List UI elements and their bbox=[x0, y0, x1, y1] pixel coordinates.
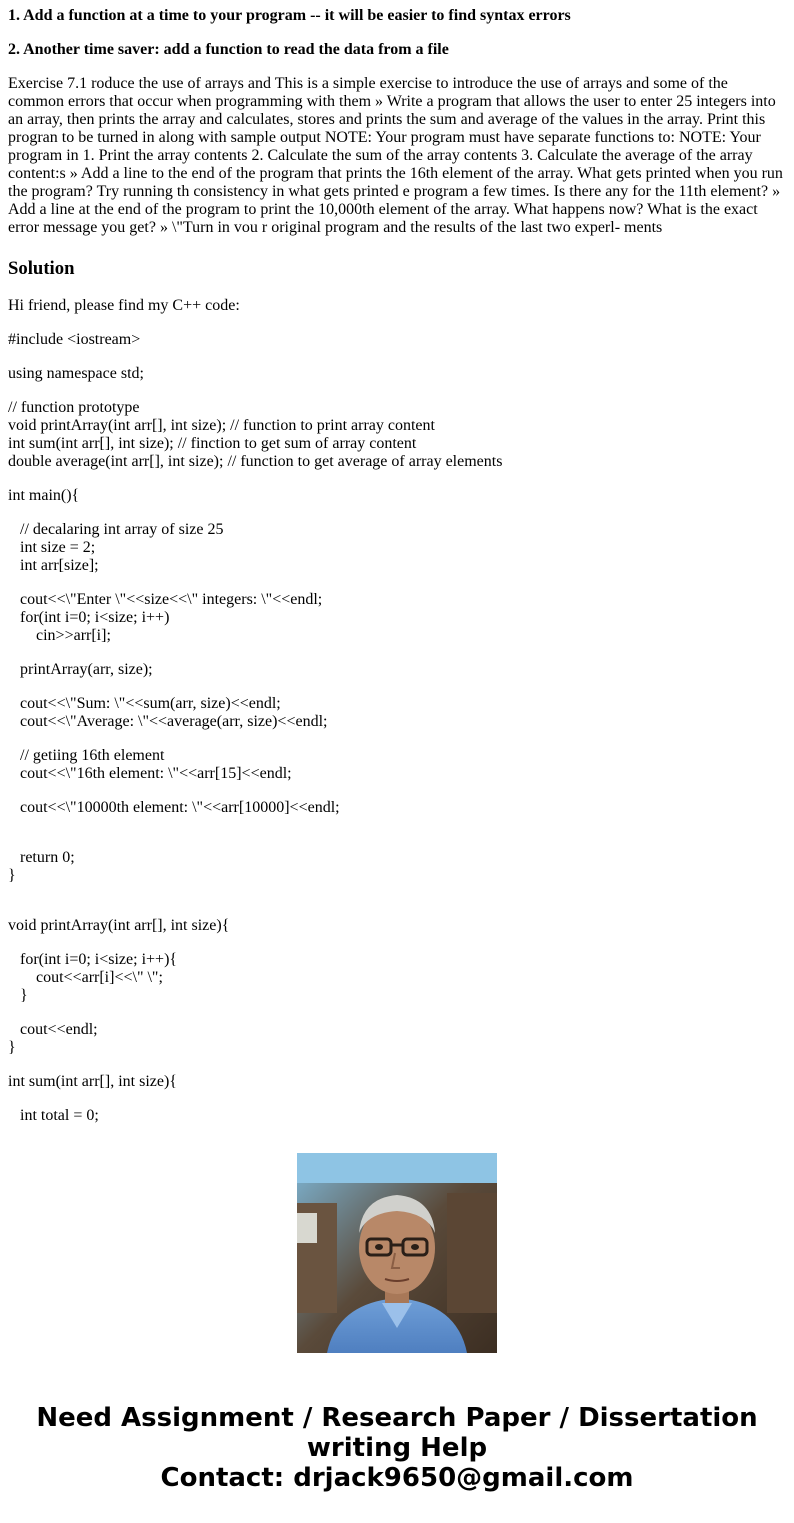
contact-footer bbox=[0, 1403, 794, 1493]
solution-intro: Hi friend, please find my C++ code: bbox=[8, 297, 240, 314]
code-line: // function prototype bbox=[8, 399, 140, 416]
code-line: cin>>arr[i]; bbox=[8, 627, 111, 644]
code-line bbox=[8, 1091, 786, 1107]
code-line: } bbox=[8, 867, 16, 884]
code-line bbox=[8, 575, 786, 591]
code-line bbox=[8, 349, 786, 365]
footer-line-1: Need Assignment / Research Paper / Dissertation bbox=[36, 1403, 758, 1433]
code-line: cout<<\"10000th element: \"<<arr[10000]<<endl; bbox=[8, 799, 340, 816]
code-line: int size = 2; bbox=[8, 539, 96, 556]
code-line bbox=[8, 833, 786, 849]
author-photo bbox=[297, 1153, 497, 1353]
code-line bbox=[8, 935, 786, 951]
tip-2: 2. Another time saver: add a function to read the data from a file bbox=[8, 41, 449, 58]
code-line: for(int i=0; i<size; i++){ bbox=[8, 951, 178, 968]
code-line bbox=[8, 679, 786, 695]
code-line bbox=[8, 1057, 786, 1073]
code-line: cout<<\"Enter \"<<size<<\" integers: \"<<endl; bbox=[8, 591, 323, 608]
document-content bbox=[8, 0, 786, 1123]
footer-line-2: writing Help bbox=[306, 1433, 488, 1463]
author-portrait-image bbox=[297, 1153, 497, 1353]
code-line: cout<<\"Average: \"<<average(arr, size)<<endl; bbox=[8, 713, 328, 730]
code-line bbox=[8, 783, 786, 799]
code-line: void printArray(int arr[], int size){ bbox=[8, 917, 230, 934]
code-line: return 0; bbox=[8, 849, 75, 866]
exercise-question: Exercise 7.1 roduce the use of arrays and This is a simple exercise to introduce the use of arrays and some of the common errors that occur when programming with them » Write a program that allows the user to enter 25 integers into an array, then prints the array and calculates, stores and prints the sum and average of the values in the array. Print this progran to be turned in along with sample output NOTE: Your program must have separate functions to: NOTE: Your program in 1. Print the array contents 2. Calculate the sum of the array contents 3. Calculate the average of the array content:s » Add a line to the end of the program that prints the 16th element of the array. What gets printed when you run the program? Try running th consistency in what gets printed e program a few times. Is there any for the 11th element? » Add a line at the end of the program to print the 10,000th element of the array. What happens now? What is the exact error message you get? » \"Turn in vou r original program and the results of the last two experl- ments bbox=[8, 75, 787, 236]
code-line: cout<<\"16th element: \"<<arr[15]<<endl; bbox=[8, 765, 292, 782]
code-line bbox=[8, 383, 786, 399]
code-line bbox=[8, 505, 786, 521]
code-block bbox=[8, 331, 786, 1125]
code-line: // decalaring int array of size 25 bbox=[8, 521, 224, 538]
code-line: #include <iostream> bbox=[8, 331, 141, 348]
code-line: cout<<endl; bbox=[8, 1021, 98, 1038]
code-line: printArray(arr, size); bbox=[8, 661, 153, 678]
code-line: int sum(int arr[], int size){ bbox=[8, 1073, 177, 1090]
code-line: for(int i=0; i<size; i++) bbox=[8, 609, 170, 626]
code-line: } bbox=[8, 987, 28, 1004]
code-line: cout<<arr[i]<<\" \"; bbox=[8, 969, 163, 986]
code-line: void printArray(int arr[], int size); // function to print array content bbox=[8, 417, 435, 434]
code-line: int arr[size]; bbox=[8, 557, 99, 574]
code-line: int total = 0; bbox=[8, 1107, 99, 1124]
code-line: // getiing 16th element bbox=[8, 747, 165, 764]
code-line: int sum(int arr[], int size); // finction to get sum of array content bbox=[8, 435, 417, 452]
solution-heading: Solution bbox=[8, 258, 75, 279]
footer-contact-email: Contact: drjack9650@gmail.com bbox=[160, 1463, 634, 1493]
code-line: cout<<\"Sum: \"<<sum(arr, size)<<endl; bbox=[8, 695, 281, 712]
code-line bbox=[8, 885, 786, 901]
code-line bbox=[8, 731, 786, 747]
tip-1: 1. Add a function at a time to your program -- it will be easier to find syntax errors bbox=[8, 7, 571, 24]
code-line bbox=[8, 901, 786, 917]
code-line bbox=[8, 1005, 786, 1021]
code-line: double average(int arr[], int size); // function to get average of array elements bbox=[8, 453, 503, 470]
code-line: int main(){ bbox=[8, 487, 80, 504]
code-line bbox=[8, 471, 786, 487]
code-line: } bbox=[8, 1039, 16, 1056]
code-line bbox=[8, 645, 786, 661]
code-line bbox=[8, 817, 786, 833]
code-line: using namespace std; bbox=[8, 365, 144, 382]
